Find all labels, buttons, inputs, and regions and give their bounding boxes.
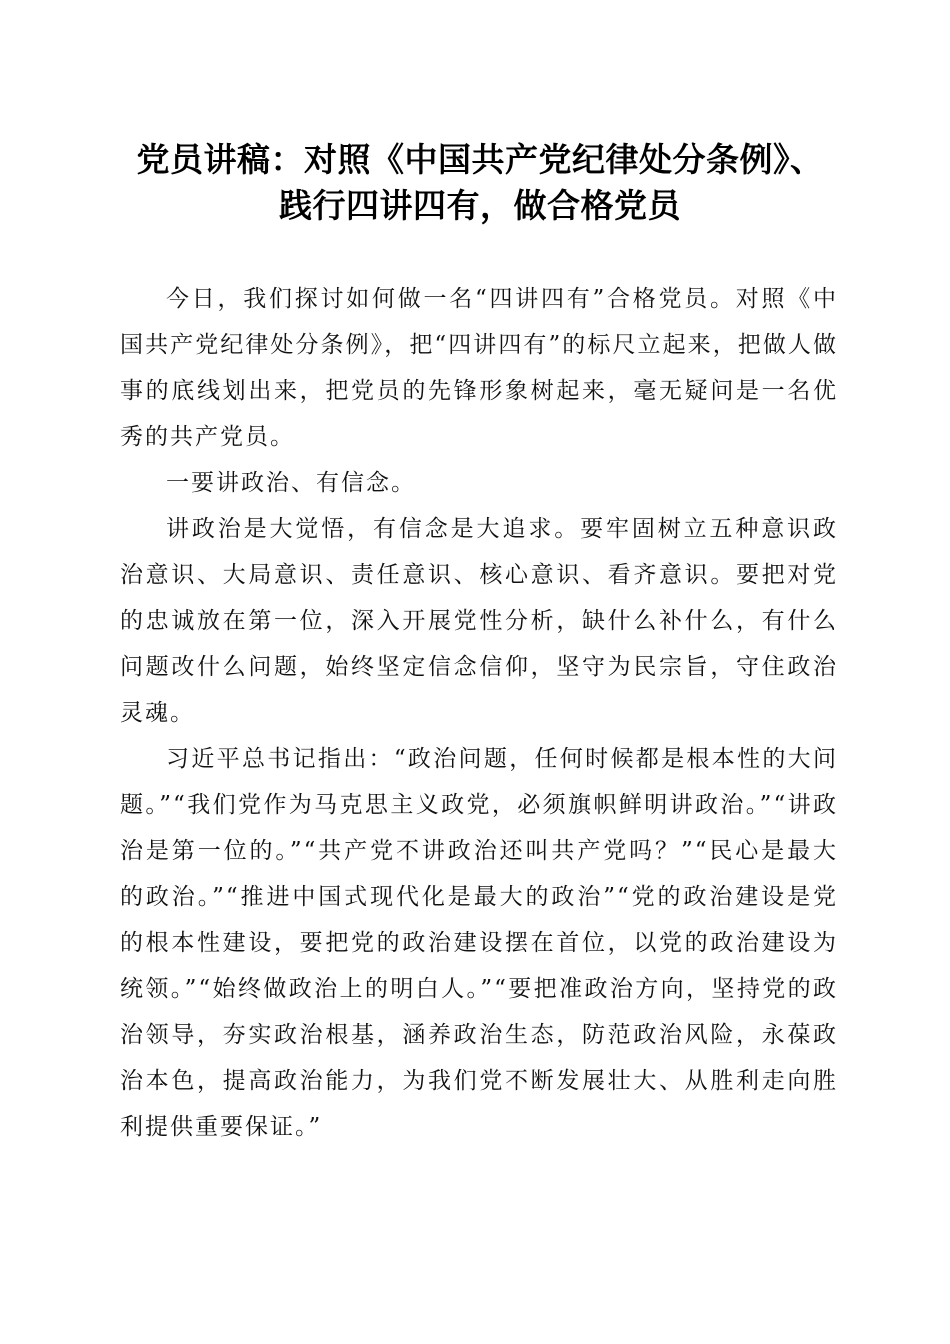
document-body [120, 276, 838, 1150]
title-line-1: 党员讲稿：对照《中国共产党纪律处分条例》、 [136, 140, 824, 179]
paragraph-heading-politics: 一要讲政治、有信念。 [166, 470, 416, 496]
paragraph-politics-awareness: 讲政治是大觉悟，有信念是大追求。要牢固树立五种意识政治意识、大局意识、责任意识、核心意识、看齐意识。要把对党的忠诚放在第一位，深入开展党性分析，缺什么补什么，有什么问题改什么问题，始终坚定信念信仰，坚守为民宗旨，守住政治灵魂。 [120, 516, 838, 726]
document-title [100, 137, 860, 229]
paragraph-xi-quotes: 习近平总书记指出：“政治问题，任何时候都是根本性的大问题。”“我们党作为马克思主义政党，必须旗帜鲜明讲政治。”“讲政治是第一位的。”“共产党不讲政治还叫共产党吗？”“民心是最大的政治。”“推进中国式现代化是最大的政治”“党的政治建设是党的根本性建设，要把党的政治建设摆在首位，以党的政治建设为统领。”“始终做政治上的明白人。”“要把准政治方向，坚持党的政治领导，夯实政治根基，涵养政治生态，防范政治风险，永葆政治本色，提高政治能力，为我们党不断发展壮大、从胜利走向胜利提供重要保证。” [120, 746, 838, 1140]
paragraph-intro: 今日，我们探讨如何做一名“四讲四有”合格党员。对照《中国共产党纪律处分条例》，把“四讲四有”的标尺立起来，把做人做事的底线划出来，把党员的先锋形象树起来，毫无疑问是一名优秀的共产党员。 [120, 286, 838, 450]
title-line-2: 践行四讲四有，做合格党员 [279, 186, 681, 225]
